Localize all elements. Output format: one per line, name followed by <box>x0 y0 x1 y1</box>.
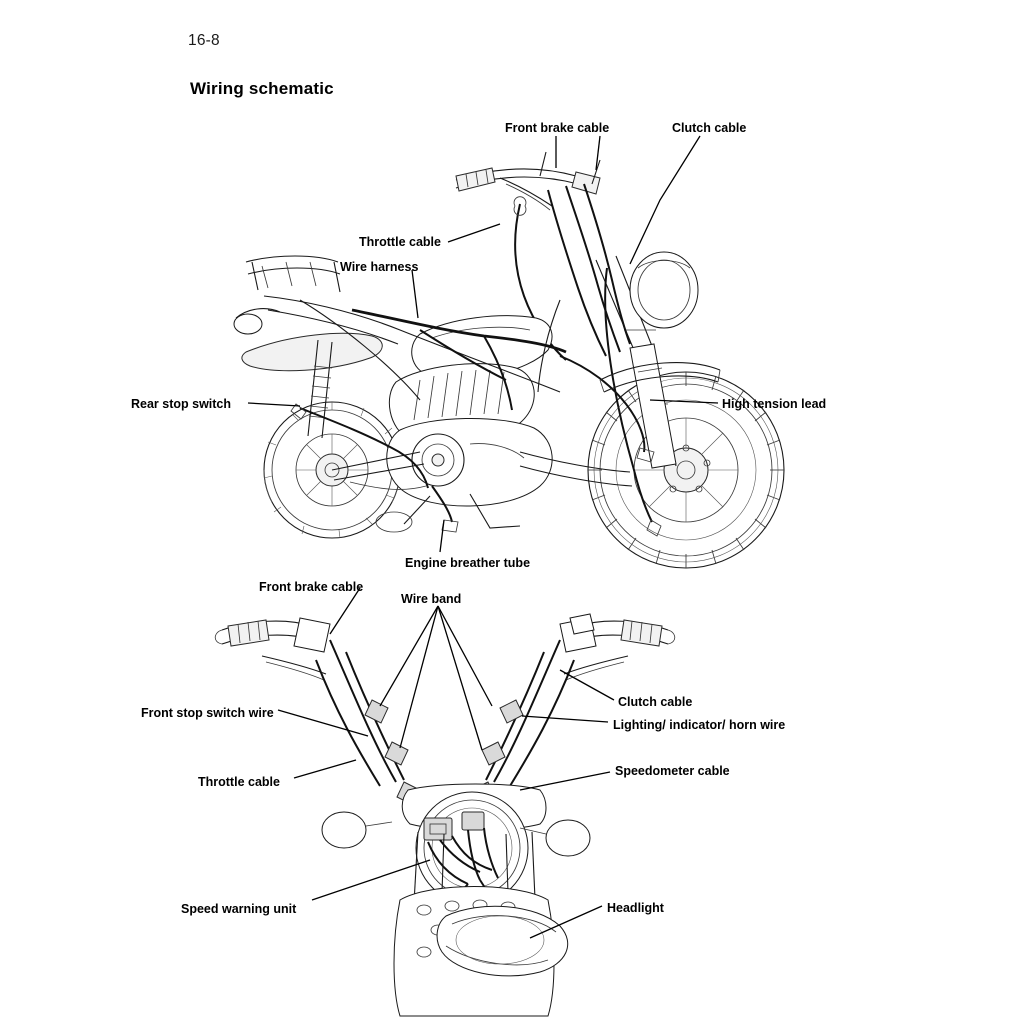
label-front-stop-switch-wire: Front stop switch wire <box>141 706 274 720</box>
front-view-illustration <box>215 614 675 1016</box>
label-high-tension-lead: High tension lead <box>722 397 827 411</box>
label-engine-breather-tube: Engine breather tube <box>405 556 531 570</box>
side-view-leaders <box>248 136 718 552</box>
label-lighting-indicator-horn-wire: Lighting/ indicator/ horn wire <box>613 718 786 732</box>
label-clutch-cable-front-view: Clutch cable <box>618 695 693 709</box>
label-speedometer-cable: Speedometer cable <box>615 764 730 778</box>
front-view-leaders <box>278 588 614 938</box>
label-front-brake-cable-front-view: Front brake cable <box>259 580 364 594</box>
label-throttle-cable-front-view: Throttle cable <box>198 775 280 789</box>
label-wire-harness: Wire harness <box>340 260 419 274</box>
label-clutch-cable: Clutch cable <box>672 121 747 135</box>
label-wire-band: Wire band <box>401 592 462 606</box>
label-speed-warning-unit: Speed warning unit <box>181 902 297 916</box>
page-number: 16-8 <box>188 32 220 49</box>
side-view-illustration <box>234 152 784 568</box>
label-headlight: Headlight <box>607 901 664 915</box>
label-throttle-cable: Throttle cable <box>359 235 441 249</box>
page-title: Wiring schematic <box>190 79 334 98</box>
label-front-brake-cable: Front brake cable <box>505 121 610 135</box>
label-rear-stop-switch: Rear stop switch <box>131 397 232 411</box>
